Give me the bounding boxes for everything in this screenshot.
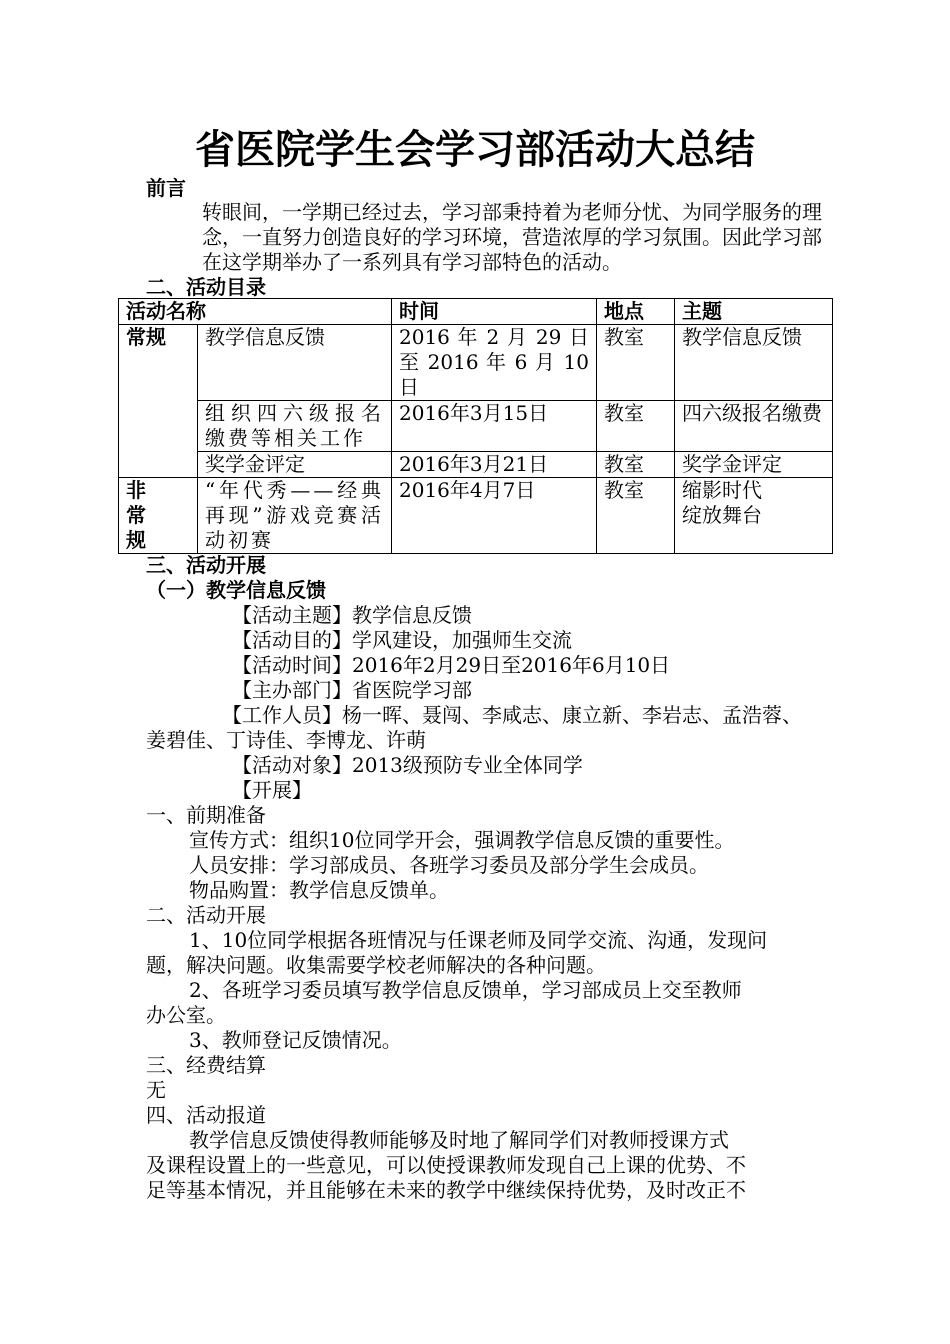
activity-name: “年代秀——经典再现”游戏竞赛活动初赛: [198, 478, 392, 554]
activity-name: 奖学金评定: [198, 452, 392, 478]
activity-time: 2016年4月7日: [392, 478, 597, 554]
conduct-line: 题，解决问题。收集需要学校老师解决的各种问题。: [146, 953, 606, 977]
preface-heading: 前言: [146, 176, 186, 200]
activity-theme: [675, 478, 833, 554]
report-line: 教学信息反馈使得教师能够及时地了解同学们对教师授课方式: [189, 1128, 729, 1152]
conduct-line: 办公室。: [146, 1003, 226, 1027]
category-irregular: 非 常 规: [119, 478, 198, 554]
subsection-heading: （一）教学信息反馈: [146, 578, 326, 602]
prep-line: 物品购置：教学信息反馈单。: [189, 878, 449, 902]
conduct-line: 2、各班学习委员填写教学信息反馈单，学习部成员上交至教师: [189, 978, 742, 1002]
report-line: 及课程设置上的一些意见，可以使授课教师发现自己上课的优势、不: [146, 1153, 746, 1177]
activity-place: 教室: [597, 452, 675, 478]
activity-theme: 教学信息反馈: [675, 325, 833, 401]
catalog-heading: 二、活动目录: [146, 275, 266, 299]
activity-purpose-line: 【活动目的】学风建设，加强师生交流: [232, 628, 572, 652]
prep-line: 宣传方式：组织10位同学开会，强调教学信息反馈的重要性。: [189, 828, 735, 852]
target-line: 【活动对象】2013级预防专业全体同学: [232, 753, 583, 777]
activity-time: 2016年3月15日: [392, 401, 597, 452]
section3-heading: 三、活动开展: [146, 553, 266, 577]
header-time: 时间: [392, 299, 597, 325]
activity-place: 教室: [597, 325, 675, 401]
activity-time: 2016年3月21日: [392, 452, 597, 478]
staff-line: 【工作人员】杨一晖、聂闯、李咸志、康立新、李岩志、孟浩蓉、: [222, 703, 802, 727]
table-row: [119, 452, 833, 478]
header-place: 地点: [597, 299, 675, 325]
activity-place: 教室: [597, 401, 675, 452]
conduct-line: 1、10位同学根据各班情况与任课老师及同学交流、沟通，发现问: [189, 928, 768, 952]
document-title: 省医院学生会学习部活动大总结: [195, 127, 755, 173]
activity-time: 2016 年 2 月 29 日至 2016 年 6 月 10 日: [392, 325, 597, 401]
table-header-row: [119, 299, 833, 325]
activity-theme-line: 缩影时代: [682, 478, 762, 502]
preface-text: 转眼间，一学期已经过去，学习部秉持着为老师分忧、为同学服务的理念，一直努力创造良好的学习环境，营造浓厚的学习氛围。因此学习部在这学期举办了一系列具有学习部特色的活动。: [202, 200, 822, 274]
category-regular: 常规: [119, 325, 198, 478]
activity-theme-line: 绽放舞台: [682, 503, 762, 527]
header-theme: 主题: [675, 299, 833, 325]
prep-line: 人员安排：学习部成员、各班学习委员及部分学生会成员。: [189, 853, 709, 877]
budget-text: 无: [146, 1078, 166, 1102]
activity-theme: 奖学金评定: [675, 452, 833, 478]
staff-line: 姜碧佳、丁诗佳、李博龙、许萌: [146, 728, 426, 752]
prep-heading: 一、前期准备: [146, 803, 266, 827]
activity-theme: 四六级报名缴费: [675, 401, 833, 452]
activity-place: 教室: [597, 478, 675, 554]
table-row: [119, 325, 833, 401]
organizer-line: 【主办部门】省医院学习部: [232, 678, 472, 702]
activity-theme-line: 【活动主题】教学信息反馈: [232, 603, 472, 627]
report-heading: 四、活动报道: [146, 1103, 266, 1127]
conduct-line: 3、教师登记反馈情况。: [189, 1028, 402, 1052]
report-line: 足等基本情况，并且能够在未来的教学中继续保持优势，及时改正不: [146, 1178, 746, 1202]
table-row: [119, 401, 833, 452]
conduct-section-heading: 二、活动开展: [146, 903, 266, 927]
activity-catalog-table: [118, 298, 833, 554]
header-activity-name: 活动名称: [119, 299, 392, 325]
budget-heading: 三、经费结算: [146, 1053, 266, 1077]
activity-time-line: 【活动时间】2016年2月29日至2016年6月10日: [232, 653, 671, 677]
activity-name: 组织四六级报名缴费等相关工作: [198, 401, 392, 452]
activity-name: 教学信息反馈: [198, 325, 392, 401]
conduct-heading: 【开展】: [232, 778, 312, 802]
table-row: [119, 478, 833, 554]
